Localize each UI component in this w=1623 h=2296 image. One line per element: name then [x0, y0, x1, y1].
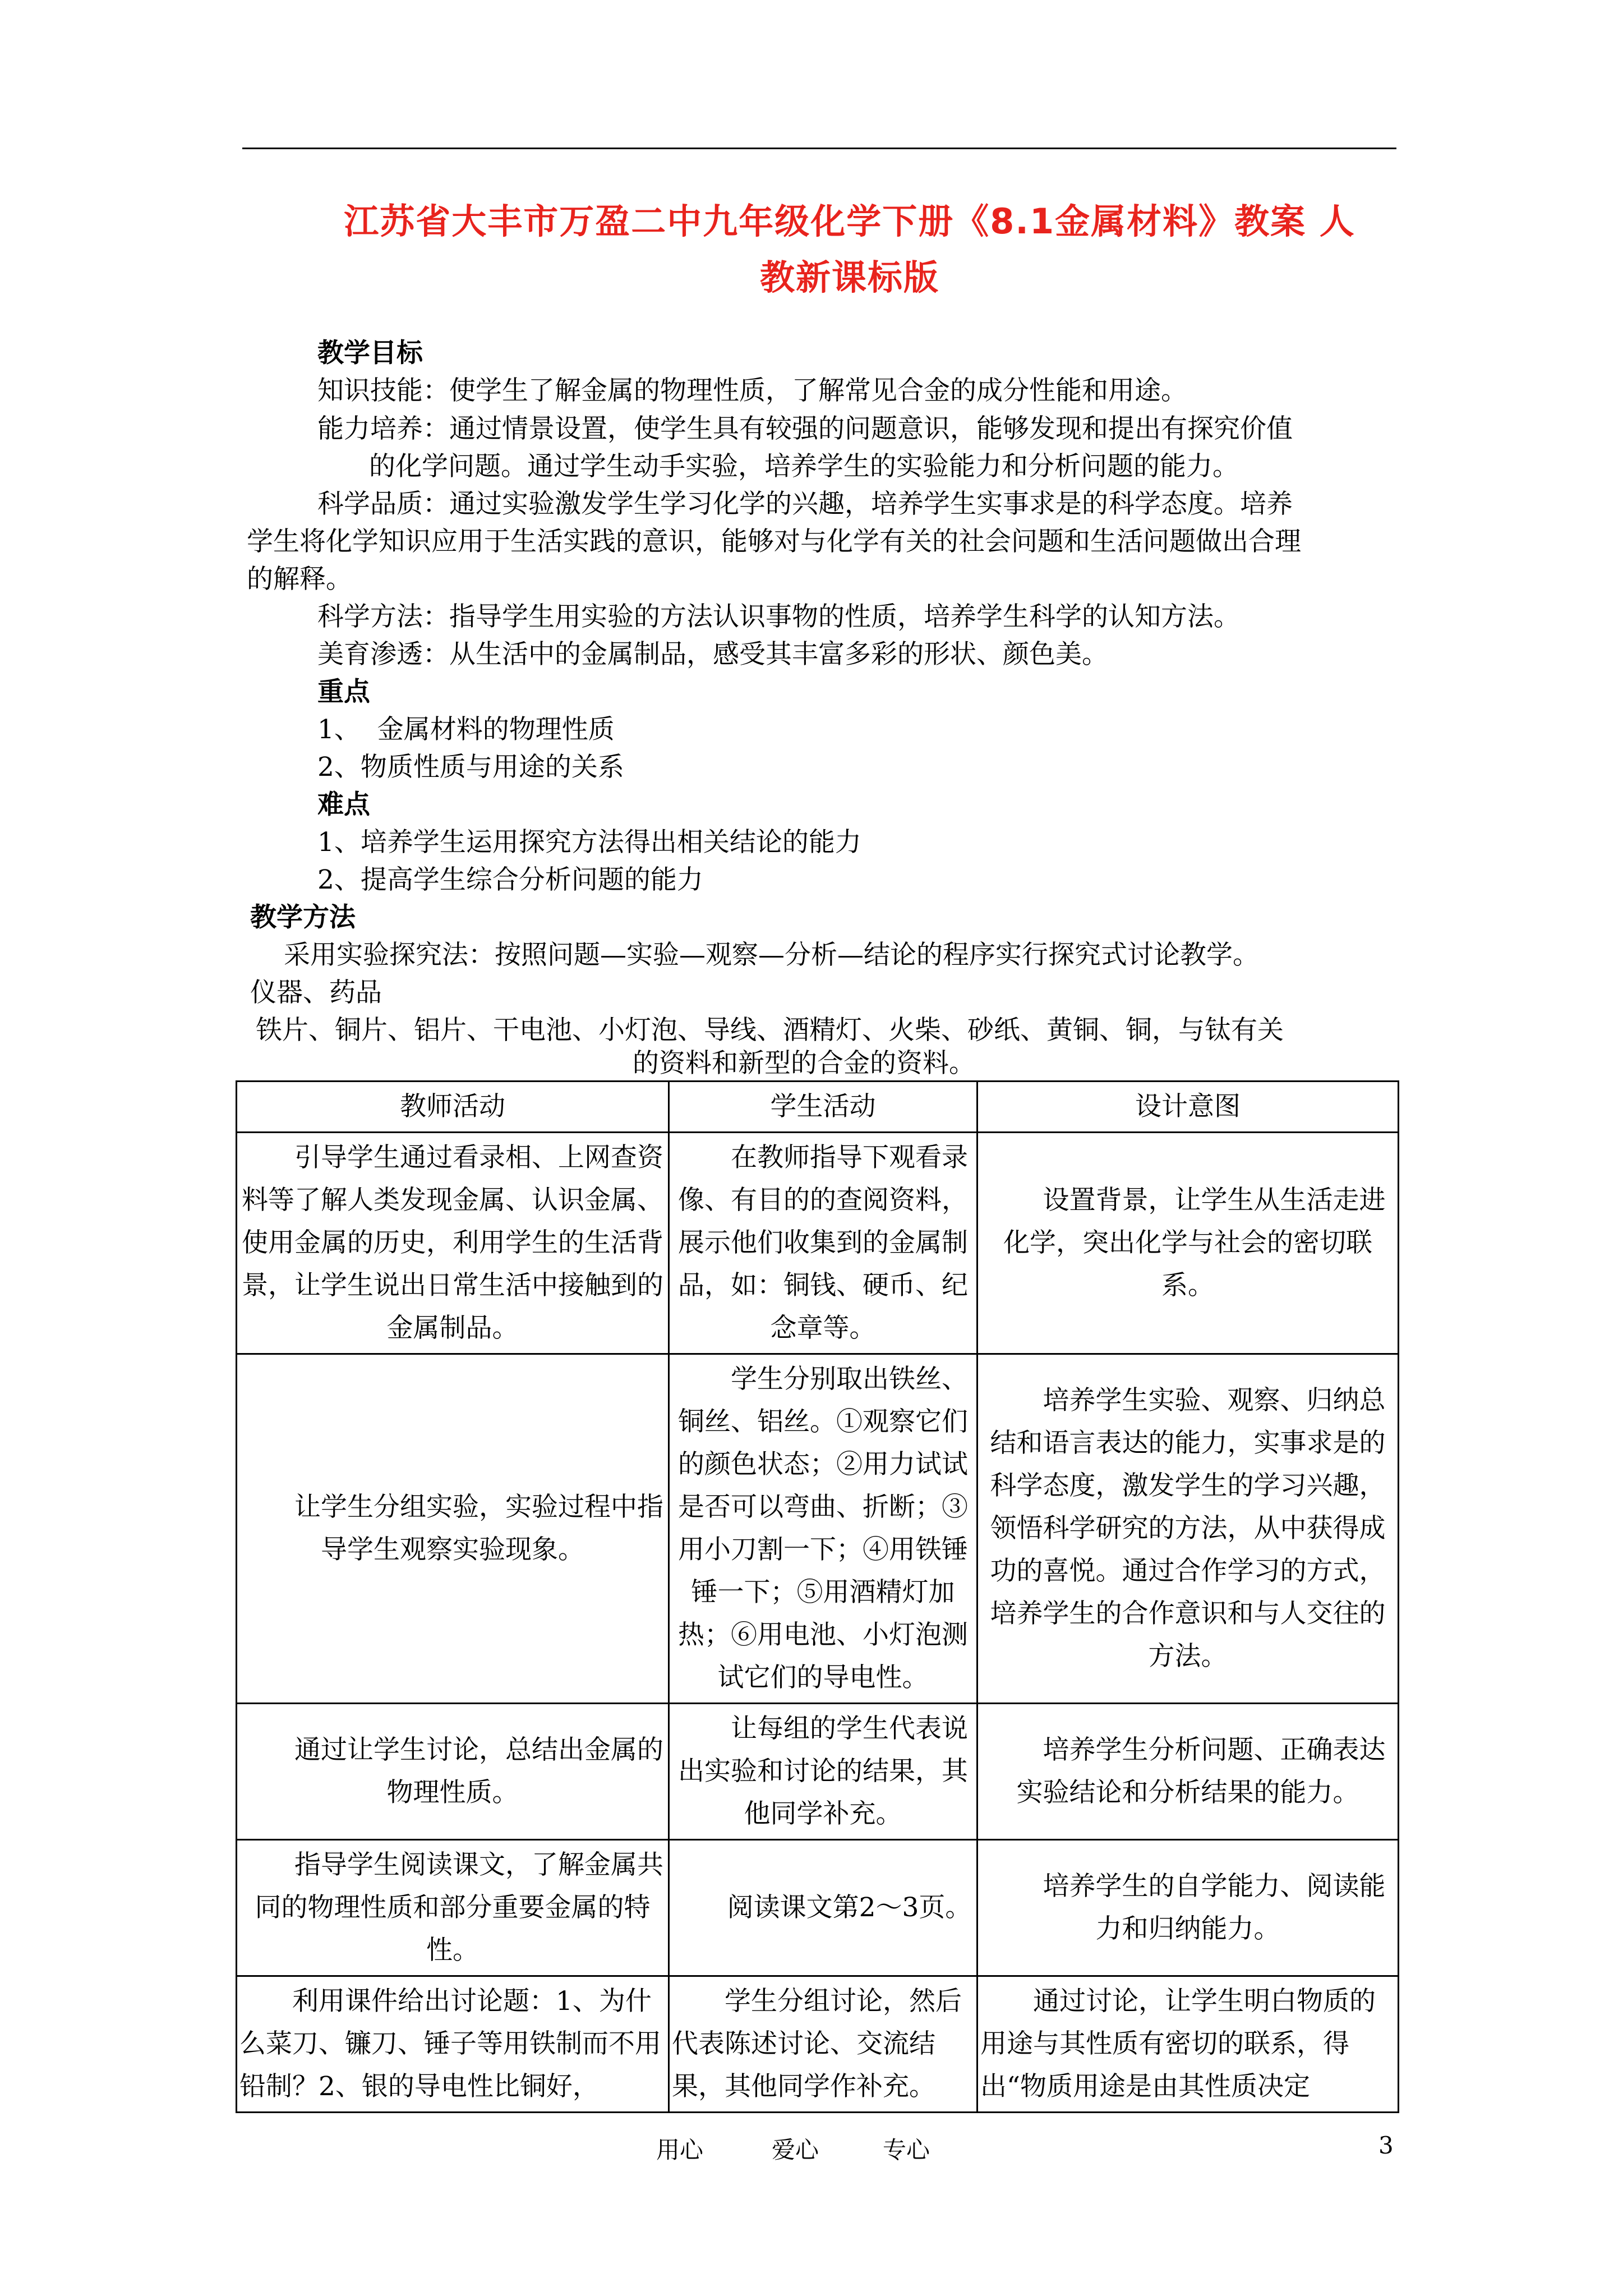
key-point-2: 2、物质性质与用途的关系: [317, 752, 624, 783]
title-line-1: 江苏省大丰市万盈二中九年级化学下册《8.1金属材料》教案 人: [344, 201, 1355, 242]
header-teacher-activity: 教师活动: [237, 1082, 669, 1133]
objective-ability-line2: 的化学问题。通过学生动手实验，培养学生的实验能力和分析问题的能力。: [369, 451, 1239, 482]
footer-motto-2: 爱心: [772, 2136, 819, 2164]
footer-motto-3: 专心: [883, 2136, 930, 2164]
student-activity-cell: [669, 1976, 978, 2113]
design-intent-cell: [978, 1133, 1399, 1354]
difficulties-heading: 难点: [317, 789, 370, 820]
teacher-activity-cell: [237, 1133, 669, 1354]
table-row: [237, 1133, 1399, 1354]
teacher-activity-cell: [237, 1840, 669, 1976]
lesson-activity-table: [236, 1080, 1399, 2113]
objective-quality-line1: 科学品质：通过实验激发学生学习化学的兴趣，培养学生实事求是的科学态度。培养: [317, 489, 1293, 519]
page-title: [303, 194, 1396, 306]
objective-ability-line1: 能力培养：通过情景设置，使学生具有较强的问题意识，能够发现和提出有探究价值: [317, 413, 1293, 444]
student-activity-cell: [669, 1840, 978, 1976]
student-activity-text: 让每组的学生代表说出实验和讨论的结果，其他同学补充。: [678, 1713, 968, 1829]
table-row: [237, 1704, 1399, 1840]
design-intent-text: 培养学生实验、观察、归纳总结和语言表达的能力，实事求是的科学态度，激发学生的学习兴趣，领悟科学研究的方法，从中获得成功的喜悦。通过合作学习的方式，培养学生的合作意识和与人交往的方法。: [990, 1385, 1386, 1672]
objective-method: 科学方法：指导学生用实验的方法认识事物的性质，培养学生科学的认知方法。: [317, 601, 1240, 632]
page-number: 3: [1378, 2132, 1394, 2159]
table-header-row: [237, 1082, 1399, 1133]
student-activity-cell: [669, 1354, 978, 1704]
difficulty-2: 2、提高学生综合分析问题的能力: [317, 864, 703, 895]
objective-aesthetic: 美育渗透：从生活中的金属制品，感受其丰富多彩的形状、颜色美。: [317, 639, 1108, 670]
design-intent-cell: [978, 1976, 1399, 2113]
materials-line2: 的资料和新型的合金的资料。: [633, 1048, 975, 1079]
objective-quality-line3: 的解释。: [247, 564, 352, 595]
student-activity-text: 学生分别取出铁丝、铜丝、铝丝。①观察它们的颜色状态；②用力试试是否可以弯曲、折断；③用小刀割一下；④用铁锤锤一下；⑤用酒精灯加热；⑥用电池、小灯泡测试它们的导电性。: [678, 1364, 968, 1693]
teacher-activity-cell: [237, 1976, 669, 2113]
header-student-activity: 学生活动: [669, 1082, 978, 1133]
objectives-heading: 教学目标: [317, 338, 423, 369]
table-row: [237, 1976, 1399, 2113]
header-rule: [242, 148, 1396, 149]
student-activity-text: 学生分组讨论，然后代表陈述讨论、交流结果，其他同学作补充。: [672, 1986, 962, 2102]
table-row: [237, 1354, 1399, 1704]
table-row: [237, 1840, 1399, 1976]
student-activity-cell: [669, 1704, 978, 1840]
objective-quality-line2: 学生将化学知识应用于生活实践的意识，能够对与化学有关的社会问题和生活问题做出合理: [247, 526, 1301, 557]
materials-line1: 铁片、铜片、铝片、干电池、小灯泡、导线、酒精灯、火柴、砂纸、黄铜、铜，与钛有关: [256, 1015, 1284, 1046]
teacher-activity-text: 引导学生通过看录相、上网查资料等了解人类发现金属、认识金属、使用金属的历史，利用学生的生活背景，让学生说出日常生活中接触到的金属制品。: [242, 1142, 663, 1343]
teacher-activity-text: 指导学生阅读课文，了解金属共同的物理性质和部分重要金属的特性。: [255, 1849, 663, 1966]
design-intent-text: 通过讨论，让学生明白物质的用途与其性质有密切的联系，得出“物质用途是由其性质决定: [980, 1986, 1376, 2102]
design-intent-cell: [978, 1840, 1399, 1976]
student-activity-cell: [669, 1133, 978, 1354]
difficulty-1: 1、培养学生运用探究方法得出相关结论的能力: [317, 827, 861, 858]
student-activity-text: 阅读课文第2～3页。: [727, 1892, 972, 1923]
design-intent-text: 培养学生的自学能力、阅读能力和归纳能力。: [1043, 1871, 1386, 1944]
design-intent-cell: [978, 1354, 1399, 1704]
title-line-2: 教新课标版: [759, 257, 939, 298]
key-point-1: 1、 金属材料的物理性质: [317, 714, 615, 745]
teacher-activity-text: 通过让学生讨论，总结出金属的物理性质。: [294, 1734, 663, 1808]
materials-heading: 仪器、药品: [250, 977, 382, 1008]
design-intent-text: 培养学生分析问题、正确表达实验结论和分析结果的能力。: [1016, 1734, 1386, 1808]
header-design-intent: 设计意图: [978, 1082, 1399, 1133]
objective-knowledge: 知识技能：使学生了解金属的物理性质，了解常见合金的成分性能和用途。: [317, 375, 1187, 406]
teaching-method-text: 采用实验探究法：按照问题—实验—观察—分析—结论的程序实行探究式讨论教学。: [284, 940, 1259, 970]
teacher-activity-cell: [237, 1354, 669, 1704]
design-intent-cell: [978, 1704, 1399, 1840]
design-intent-text: 设置背景，让学生从生活走进化学，突出化学与社会的密切联系。: [1003, 1185, 1386, 1301]
student-activity-text: 在教师指导下观看录像、有目的的查阅资料，展示他们收集到的金属制品，如：铜钱、硬币、纪念章等。: [678, 1142, 968, 1343]
teacher-activity-cell: [237, 1704, 669, 1840]
footer-motto-1: 用心: [656, 2136, 704, 2164]
teaching-method-heading: 教学方法: [250, 902, 356, 933]
teacher-activity-text: 让学生分组实验，实验过程中指导学生观察实验现象。: [294, 1492, 663, 1565]
page-footer: [0, 2132, 1623, 2171]
teacher-activity-text: 利用课件给出讨论题：1、为什么菜刀、镰刀、锤子等用铁制而不用铅制？2、银的导电性比铜好，: [239, 1986, 661, 2102]
key-points-heading: 重点: [317, 677, 370, 707]
